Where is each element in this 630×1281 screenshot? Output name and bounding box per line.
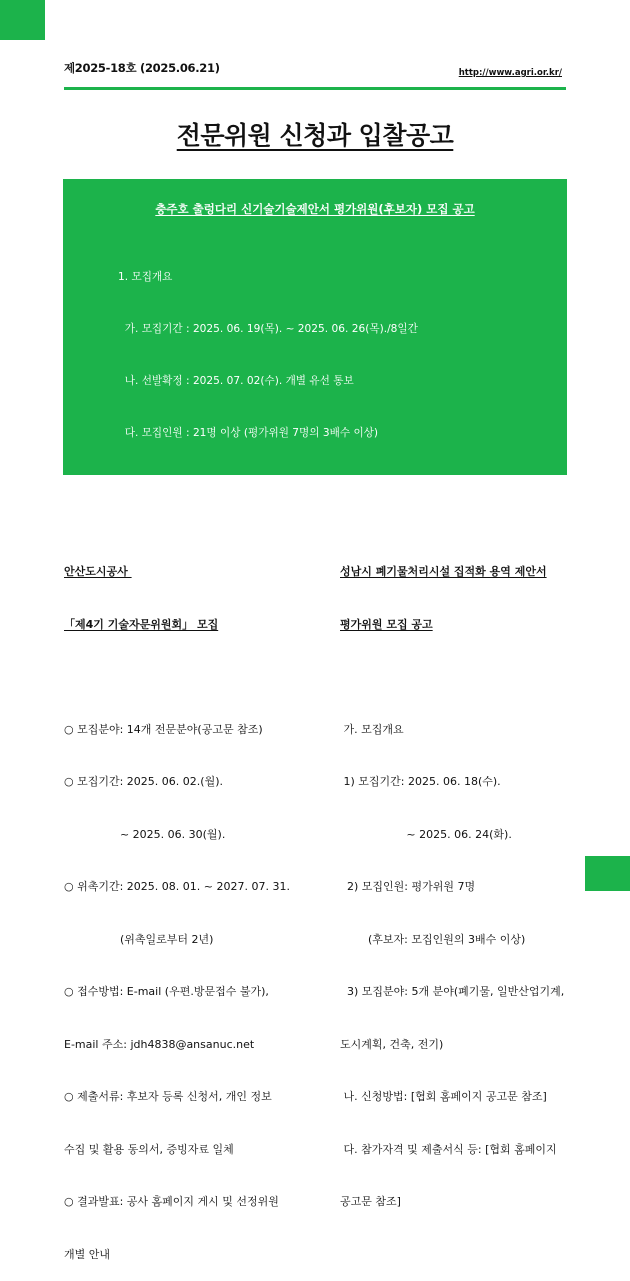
ansan-line: ○ 위촉기간: 2025. 08. 01. ~ 2027. 07. 31.: [64, 880, 290, 893]
ansan-email: E-mail 주소: jdh4838@ansanuc.net: [64, 1037, 255, 1051]
ansan-line: ○ 결과발표: 공사 홈페이지 게시 및 선정위원: [64, 1195, 279, 1208]
header-divider: [64, 87, 566, 90]
seongnam-line: 3) 모집분야: 5개 분야(폐기물, 일반산업기계,: [340, 985, 565, 998]
seongnam-line: (후보자: 모집인원의 3배수 이상): [340, 932, 526, 946]
ansan-notice-title: 안산도시공사: [64, 565, 132, 578]
notice-line: 나. 선발확정 : 2025. 07. 02(수). 개별 유선 통보: [118, 375, 354, 388]
seongnam-notice: [340, 528, 564, 1228]
notice-line: 가. 선정일자 : 2025. 07. 02.(수) 예정: [118, 636, 307, 649]
ansan-notice-subtitle: 「제4기 기술자문위원회」 모집: [64, 617, 219, 631]
seongnam-line: 가. 모집개요: [340, 722, 404, 736]
seongnam-line: 도시계획, 건축, 전기): [340, 1037, 444, 1051]
seongnam-notice-subtitle: 평가위원 모집 공고: [340, 617, 433, 631]
notice-line: 4. 공법선정위원회(제안서 평가) 개최: [118, 740, 290, 753]
corner-decoration-top-left: [0, 0, 45, 40]
notice-line: 가. 모집기간 : 2025. 06. 19(목). ~ 2025. 06. 26(목)./8일간: [118, 323, 418, 336]
website-link[interactable]: http://www.agri.or.kr/: [458, 68, 562, 78]
ansan-line: ~ 2025. 06. 30(월).: [64, 827, 226, 841]
notice-line: 2. 신청서 접수기간 : 2025. 06. 19(목). ~ 2025. 06. 26(금). 18:00까지: [118, 531, 466, 544]
corner-decoration-bottom-right: [585, 856, 630, 891]
issue-number: 제2025-18호 (2025.06.21): [64, 61, 220, 75]
ansan-line: 개별 안내: [64, 1247, 111, 1261]
spacer: [64, 668, 290, 686]
ansan-line: 수집 및 활용 동의서, 증빙자료 일체: [64, 1142, 234, 1156]
seongnam-line: ~ 2025. 06. 24(화).: [340, 827, 512, 841]
notice-line: 다. 모집인원 : 21명 이상 (평가위원 7명의 3배수 이상): [118, 427, 379, 440]
notice-line: 1. 모집개요: [118, 270, 173, 283]
seongnam-notice-title: 성남시 폐기물처리시설 집적화 용역 제안서: [340, 565, 547, 578]
spacer: [340, 668, 564, 686]
notice-line: 3. 평가위원 선정: [118, 584, 197, 597]
notice-line: 라. 모집분야 : 토목 3명, 디자인 2명, 관광 2명: [118, 479, 340, 492]
seongnam-line: 공고문 참조]: [340, 1195, 401, 1208]
seongnam-line: 1) 모집기간: 2025. 06. 18(수).: [340, 775, 501, 788]
notice-line: 가. 예정일시 : 2025. 07. 07(월). 14:00~ (일정 변경 가능): [118, 793, 405, 805]
ansan-line: (위촉일로부터 2년): [64, 932, 214, 946]
ansan-notice: [64, 528, 290, 1281]
ansan-line: ○ 모집기간: 2025. 06. 02.(월).: [64, 775, 223, 788]
page-title: 전문위원 신청과 입찰공고: [176, 121, 454, 150]
notice-line: 나. 심의장소 : 충주시청 중원경회의실(4층): [118, 845, 324, 858]
seongnam-line: 2) 모집인원: 평가위원 7명: [340, 880, 476, 893]
seongnam-line: 나. 신청방법: [협회 홈페이지 공고문 참조]: [340, 1090, 547, 1103]
notice-box-title: 충주호 출렁다리 신기술기술제안서 평가위원(후보자) 모집 공고: [155, 202, 475, 216]
ansan-line: ○ 모집분야: 14개 전문분야(공고문 참조): [64, 722, 263, 736]
ansan-line: ○ 제출서류: 후보자 등록 신청서, 개인 정보: [64, 1090, 272, 1103]
notice-line: 다. 선정방법 : 참여자 제안설명(발표 10분, 질의응답 10분 이내) 평가: [118, 897, 447, 910]
ansan-line: ○ 접수방법: E-mail (우편.방문접수 불가),: [64, 985, 269, 998]
notice-line: 나. 선정인원 : 7명(예비 평가위원 3명 별도 선정): [118, 688, 351, 701]
seongnam-line: 다. 참가자격 및 제출서식 등: [협회 홈페이지: [340, 1142, 557, 1156]
